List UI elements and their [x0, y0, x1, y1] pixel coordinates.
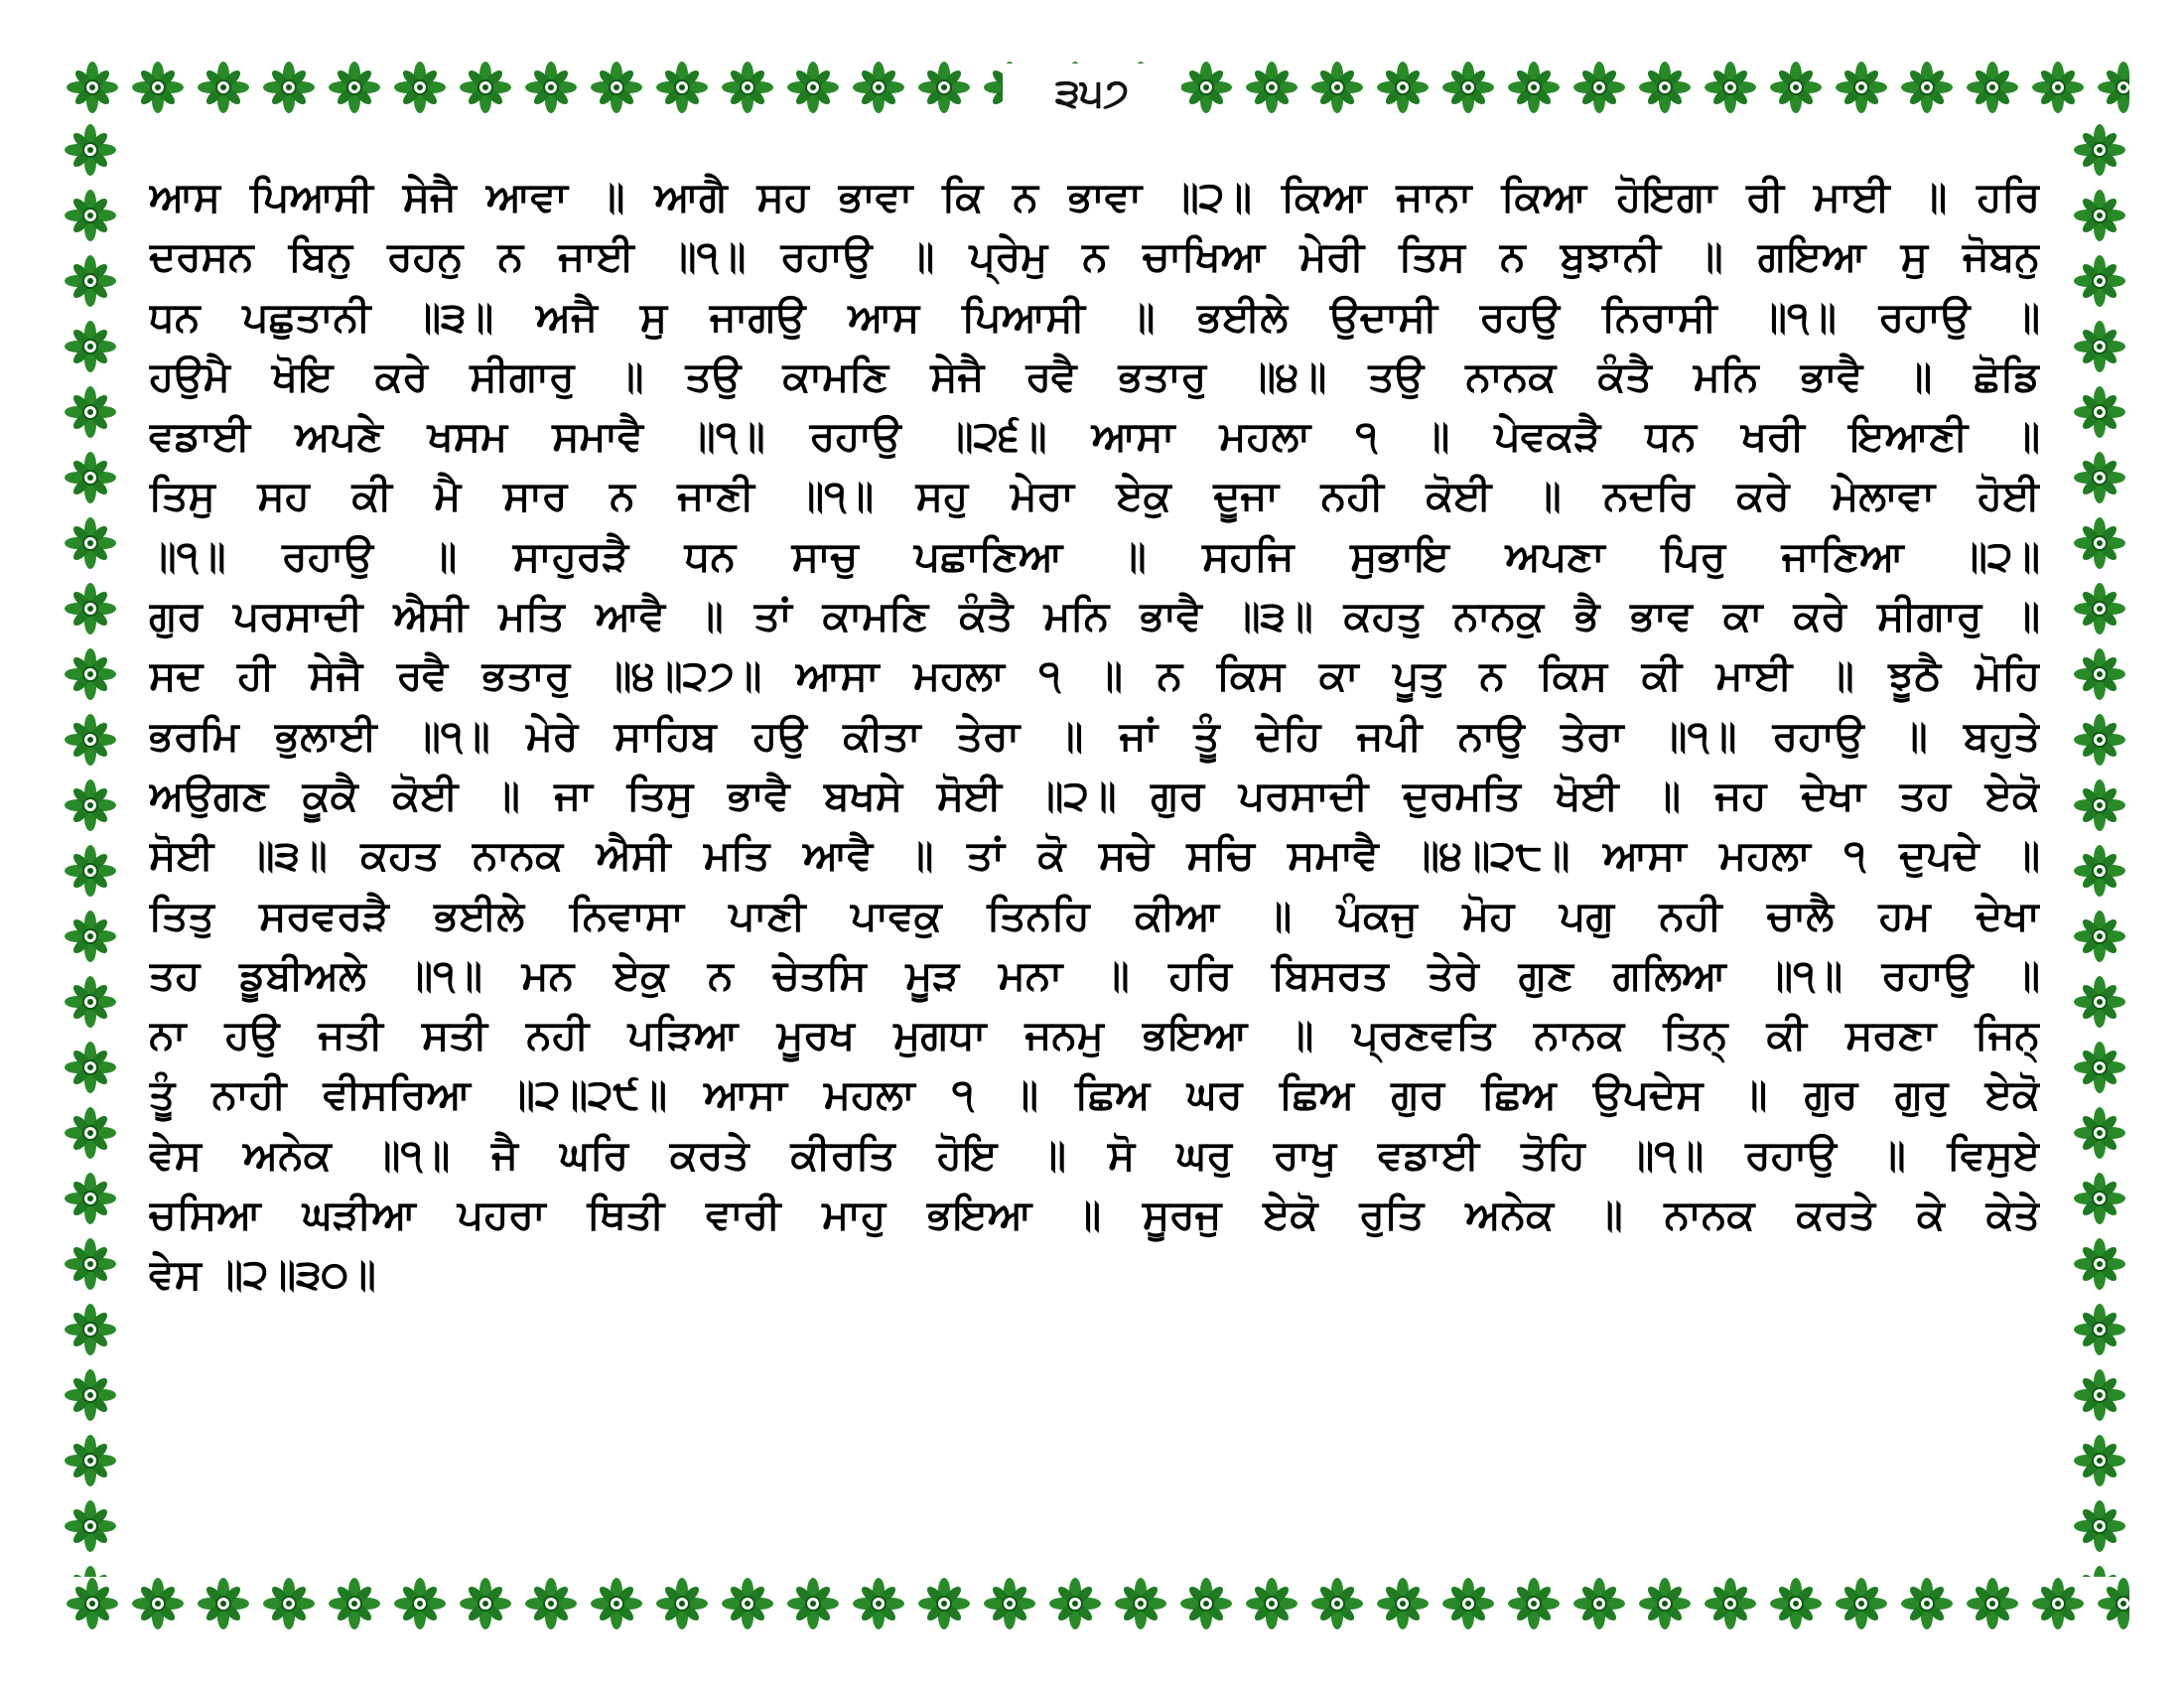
- text-line: ਸਦ ਹੀ ਸੇਜੈ ਰਵੈ ਭਤਾਰੁ ॥੪॥੨੭॥ ਆਸਾ ਮਹਲਾ ੧ ॥ ਨ ਕਿਸ ਕਾ ਪੂਤੁ ਨ ਕਿਸ ਕੀ ਮਾਈ ॥ ਝੂਠੈ ਮੋਹਿ: [149, 651, 2040, 700]
- text-line: ਚਸਿਆ ਘੜੀਆ ਪਹਰਾ ਥਿਤੀ ਵਾਰੀ ਮਾਹੁ ਭਇਆ ॥ ਸੂਰਜੁ ਏਕੋ ਰੁਤਿ ਅਨੇਕ ॥ ਨਾਨਕ ਕਰਤੇ ਕੇ ਕੇਤੇ: [149, 1191, 2040, 1239]
- border-left: [58, 117, 123, 1577]
- flower-border-bottom-icon: [60, 1571, 2129, 1636]
- text-line: ਤਿਤੁ ਸਰਵਰੜੈ ਭਈਲੇ ਨਿਵਾਸਾ ਪਾਣੀ ਪਾਵਕੁ ਤਿਨਹਿ ਕੀਆ ॥ ਪੰਕਜੁ ਮੋਹ ਪਗੁ ਨਹੀ ਚਾਲੈ ਹਮ ਦੇਖਾ: [149, 891, 2040, 939]
- text-line: ਵੇਸ ਅਨੇਕ ॥੧॥ ਜੈ ਘਰਿ ਕਰਤੇ ਕੀਰਤਿ ਹੋਇ ॥ ਸੋ ਘਰੁ ਰਾਖੁ ਵਡਾਈ ਤੋਹਿ ॥੧॥ ਰਹਾਉ ॥ ਵਿਸੁਏ: [149, 1130, 2040, 1179]
- text-line: ਤਹ ਡੂਬੀਅਲੇ ॥੧॥ ਮਨ ਏਕੁ ਨ ਚੇਤਸਿ ਮੂੜ ਮਨਾ ॥ ਹਰਿ ਬਿਸਰਤ ਤੇਰੇ ਗੁਣ ਗਲਿਆ ॥੧॥ ਰਹਾਉ ॥: [149, 950, 2040, 999]
- text-line: ਤਿਸੁ ਸਹ ਕੀ ਮੈ ਸਾਰ ਨ ਜਾਣੀ ॥੧॥ ਸਹੁ ਮੇਰਾ ਏਕੁ ਦੂਜਾ ਨਹੀ ਕੋਈ ॥ ਨਦਰਿ ਕਰੇ ਮੇਲਾਵਾ ਹੋਈ: [149, 472, 2040, 520]
- flower-border-left-icon: [58, 117, 123, 1577]
- text-line: ਦਰਸਨ ਬਿਨੁ ਰਹਨੁ ਨ ਜਾਈ ॥੧॥ ਰਹਾਉ ॥ ਪ੍ਰੇਮੁ ਨ ਚਾਖਿਆ ਮੇਰੀ ਤਿਸ ਨ ਬੁਝਾਨੀ ॥ ਗਇਆ ਸੁ ਜੋਬਨੁ: [149, 232, 2040, 281]
- text-line: ਤੂੰ ਨਾਹੀ ਵੀਸਰਿਆ ॥੨॥੨੯॥ ਆਸਾ ਮਹਲਾ ੧ ॥ ਛਿਅ ਘਰ ਛਿਅ ਗੁਰ ਛਿਅ ਉਪਦੇਸ ॥ ਗੁਰ ਗੁਰੁ ਏਕੋ: [149, 1070, 2040, 1119]
- text-line: ਆਸ ਪਿਆਸੀ ਸੇਜੈ ਆਵਾ ॥ ਆਗੈ ਸਹ ਭਾਵਾ ਕਿ ਨ ਭਾਵਾ ॥੨॥ ਕਿਆ ਜਾਨਾ ਕਿਆ ਹੋਇਗਾ ਰੀ ਮਾਈ ॥ ਹਰਿ: [149, 173, 2040, 220]
- text-line: ਅਉਗਣ ਕੂਕੈ ਕੋਈ ॥ ਜਾ ਤਿਸੁ ਭਾਵੈ ਬਖਸੇ ਸੋਈ ॥੨॥ ਗੁਰ ਪਰਸਾਦੀ ਦੁਰਮਤਿ ਖੋਈ ॥ ਜਹ ਦੇਖਾ ਤਹ ਏਕੋ: [149, 771, 2040, 819]
- text-line: ॥੧॥ ਰਹਾਉ ॥ ਸਾਹੁਰੜੈ ਧਨ ਸਾਚੁ ਪਛਾਣਿਆ ॥ ਸਹਜਿ ਸੁਭਾਇ ਅਪਣਾ ਪਿਰੁ ਜਾਣਿਆ ॥੨॥: [149, 531, 2040, 580]
- page-number: ੩੫੭: [1003, 64, 1181, 123]
- border-right: [2067, 117, 2132, 1577]
- text-line: ਧਨ ਪਛੁਤਾਨੀ ॥੩॥ ਅਜੈ ਸੁ ਜਾਗਉ ਆਸ ਪਿਆਸੀ ॥ ਭਈਲੇ ਉਦਾਸੀ ਰਹਉ ਨਿਰਾਸੀ ॥੧॥ ਰਹਾਉ ॥: [149, 292, 2040, 341]
- border-bottom: [60, 1571, 2129, 1636]
- text-line: ਹਉਮੈ ਖੋਇ ਕਰੇ ਸੀਗਾਰੁ ॥ ਤਉ ਕਾਮਣਿ ਸੇਜੈ ਰਵੈ ਭਤਾਰੁ ॥੪॥ ਤਉ ਨਾਨਕ ਕੰਤੈ ਮਨਿ ਭਾਵੈ ॥ ਛੋਡਿ: [149, 352, 2040, 400]
- text-line: ਗੁਰ ਪਰਸਾਦੀ ਐਸੀ ਮਤਿ ਆਵੈ ॥ ਤਾਂ ਕਾਮਣਿ ਕੰਤੈ ਮਨਿ ਭਾਵੈ ॥੩॥ ਕਹਤੁ ਨਾਨਕੁ ਭੈ ਭਾਵ ਕਾ ਕਰੇ ਸੀਗਾਰੁ ॥: [149, 592, 2040, 640]
- scripture-text: [149, 167, 2040, 1305]
- text-line: ਵਡਾਈ ਅਪਣੇ ਖਸਮ ਸਮਾਵੈ ॥੧॥ ਰਹਾਉ ॥੨੬॥ ਆਸਾ ਮਹਲਾ ੧ ॥ ਪੇਵਕੜੈ ਧਨ ਖਰੀ ਇਆਣੀ ॥: [149, 412, 2040, 461]
- text-line: ਨਾ ਹਉ ਜਤੀ ਸਤੀ ਨਹੀ ਪੜਿਆ ਮੂਰਖ ਮੁਗਧਾ ਜਨਮੁ ਭਇਆ ॥ ਪ੍ਰਣਵਤਿ ਨਾਨਕ ਤਿਨ੍ ਕੀ ਸਰਣਾ ਜਿਨ੍: [149, 1011, 2040, 1059]
- text-line: ਸੋਈ ॥੩॥ ਕਹਤ ਨਾਨਕ ਐਸੀ ਮਤਿ ਆਵੈ ॥ ਤਾਂ ਕੋ ਸਚੇ ਸਚਿ ਸਮਾਵੈ ॥੪॥੨੮॥ ਆਸਾ ਮਹਲਾ ੧ ਦੁਪਦੇ ॥: [149, 831, 2040, 880]
- flower-border-right-icon: [2067, 117, 2132, 1577]
- text-line: ਭਰਮਿ ਭੁਲਾਈ ॥੧॥ ਮੇਰੇ ਸਾਹਿਬ ਹਉ ਕੀਤਾ ਤੇਰਾ ॥ ਜਾਂ ਤੂੰ ਦੇਹਿ ਜਪੀ ਨਾਉ ਤੇਰਾ ॥੧॥ ਰਹਾਉ ॥ ਬਹੁਤੇ: [149, 711, 2040, 760]
- text-line: ਵੇਸ ॥੨॥੩੦॥: [149, 1250, 376, 1299]
